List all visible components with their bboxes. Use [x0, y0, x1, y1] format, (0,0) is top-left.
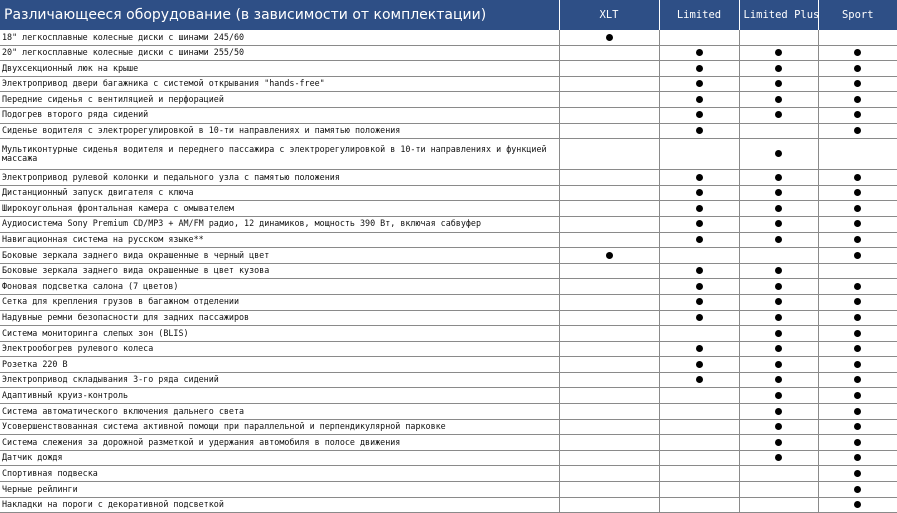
included-dot-icon: [696, 283, 703, 290]
availability-cell-limited-plus: [739, 139, 818, 170]
availability-cell-limited-plus: [739, 482, 818, 498]
included-dot-icon: [696, 49, 703, 56]
availability-cell-limited: [659, 357, 739, 373]
availability-cell-limited: [659, 123, 739, 139]
feature-label: Система слежения за дорожной разметкой и удержания автомобиля в полосе движения: [0, 435, 559, 451]
availability-cell-limited-plus: [739, 372, 818, 388]
availability-cell-limited-plus: [739, 341, 818, 357]
availability-cell-sport: [818, 263, 897, 279]
included-dot-icon: [854, 439, 861, 446]
feature-label: Широкоугольная фронтальная камера с омывателем: [0, 201, 559, 217]
included-dot-icon: [696, 314, 703, 321]
availability-cell-sport: [818, 326, 897, 342]
table-row: [0, 497, 897, 513]
feature-label: Розетка 220 В: [0, 357, 559, 373]
availability-cell-xlt: [559, 248, 659, 264]
included-dot-icon: [775, 330, 782, 337]
availability-cell-limited: [659, 61, 739, 77]
included-dot-icon: [854, 80, 861, 87]
feature-label: Электропривод рулевой колонки и педального узла с памятью положения: [0, 170, 559, 186]
included-dot-icon: [854, 236, 861, 243]
included-dot-icon: [775, 267, 782, 274]
feature-label: 20" легкосплавные колесные диски с шинами 255/50: [0, 45, 559, 61]
table-row: [0, 326, 897, 342]
included-dot-icon: [696, 205, 703, 212]
trim-header-limited-plus: Limited Plus: [739, 0, 818, 30]
availability-cell-limited: [659, 279, 739, 295]
availability-cell-sport: [818, 341, 897, 357]
table-row: [0, 388, 897, 404]
availability-cell-sport: [818, 216, 897, 232]
availability-cell-limited-plus: [739, 466, 818, 482]
availability-cell-limited: [659, 45, 739, 61]
table-row: [0, 76, 897, 92]
availability-cell-sport: [818, 497, 897, 513]
feature-label: Мультиконтурные сиденья водителя и переднего пассажира с электрорегулировкой в 10-ти направлениях и функцией массажа: [0, 139, 559, 170]
included-dot-icon: [775, 49, 782, 56]
table-row: [0, 232, 897, 248]
availability-cell-limited-plus: [739, 388, 818, 404]
availability-cell-limited: [659, 388, 739, 404]
included-dot-icon: [775, 392, 782, 399]
table-row: [0, 341, 897, 357]
included-dot-icon: [854, 49, 861, 56]
table-row: [0, 466, 897, 482]
table-row: [0, 123, 897, 139]
included-dot-icon: [775, 80, 782, 87]
feature-label: Черные рейлинги: [0, 482, 559, 498]
availability-cell-sport: [818, 388, 897, 404]
availability-cell-limited: [659, 466, 739, 482]
availability-cell-sport: [818, 310, 897, 326]
included-dot-icon: [696, 298, 703, 305]
table-row: [0, 482, 897, 498]
feature-label: Адаптивный круиз-контроль: [0, 388, 559, 404]
feature-label: Передние сиденья с вентиляцией и перфорацией: [0, 92, 559, 108]
availability-cell-sport: [818, 170, 897, 186]
availability-cell-limited-plus: [739, 279, 818, 295]
feature-label: Электропривод двери багажника с системой открывания "hands-free": [0, 76, 559, 92]
availability-cell-limited: [659, 435, 739, 451]
included-dot-icon: [775, 205, 782, 212]
availability-cell-limited: [659, 92, 739, 108]
included-dot-icon: [775, 439, 782, 446]
availability-cell-xlt: [559, 435, 659, 451]
availability-cell-xlt: [559, 482, 659, 498]
included-dot-icon: [696, 361, 703, 368]
availability-cell-limited: [659, 216, 739, 232]
feature-label: Усовершенствованная система активной помощи при параллельной и перпендикулярной парковке: [0, 419, 559, 435]
availability-cell-xlt: [559, 30, 659, 45]
availability-cell-xlt: [559, 61, 659, 77]
availability-cell-limited: [659, 232, 739, 248]
included-dot-icon: [696, 80, 703, 87]
table-row: [0, 45, 897, 61]
included-dot-icon: [606, 252, 613, 259]
availability-cell-xlt: [559, 263, 659, 279]
availability-cell-limited: [659, 294, 739, 310]
included-dot-icon: [775, 298, 782, 305]
table-row: [0, 107, 897, 123]
included-dot-icon: [854, 470, 861, 477]
feature-label: Подогрев второго ряда сидений: [0, 107, 559, 123]
table-row: [0, 30, 897, 45]
availability-cell-xlt: [559, 201, 659, 217]
availability-cell-xlt: [559, 123, 659, 139]
included-dot-icon: [775, 283, 782, 290]
availability-cell-limited: [659, 107, 739, 123]
availability-cell-xlt: [559, 310, 659, 326]
feature-label: Система мониторинга слепых зон (BLIS): [0, 326, 559, 342]
availability-cell-limited: [659, 326, 739, 342]
feature-label: Электропривод складывания 3-го ряда сидений: [0, 372, 559, 388]
feature-label: Накладки на пороги с декоративной подсветкой: [0, 497, 559, 513]
availability-cell-limited-plus: [739, 30, 818, 45]
availability-cell-xlt: [559, 326, 659, 342]
availability-cell-limited-plus: [739, 435, 818, 451]
availability-cell-limited-plus: [739, 232, 818, 248]
availability-cell-limited: [659, 372, 739, 388]
included-dot-icon: [854, 392, 861, 399]
availability-cell-sport: [818, 139, 897, 170]
feature-label: Дистанционный запуск двигателя с ключа: [0, 185, 559, 201]
availability-cell-limited-plus: [739, 248, 818, 264]
feature-label: Спортивная подвеска: [0, 466, 559, 482]
feature-label: 18" легкосплавные колесные диски с шинами 245/60: [0, 30, 559, 45]
feature-label: Аудиосистема Sony Premium CD/MP3 + AM/FM радио, 12 динамиков, мощность 390 Вт, включая сабвуфер: [0, 216, 559, 232]
included-dot-icon: [854, 486, 861, 493]
availability-cell-limited: [659, 76, 739, 92]
availability-cell-sport: [818, 123, 897, 139]
feature-label: Фоновая подсветка салона (7 цветов): [0, 279, 559, 295]
availability-cell-xlt: [559, 45, 659, 61]
availability-cell-limited-plus: [739, 107, 818, 123]
table-row: [0, 450, 897, 466]
included-dot-icon: [775, 220, 782, 227]
availability-cell-limited: [659, 404, 739, 420]
availability-cell-limited-plus: [739, 216, 818, 232]
feature-label: Надувные ремни безопасности для задних пассажиров: [0, 310, 559, 326]
availability-cell-sport: [818, 482, 897, 498]
availability-cell-sport: [818, 201, 897, 217]
table-row: [0, 170, 897, 186]
availability-cell-sport: [818, 435, 897, 451]
availability-cell-limited: [659, 185, 739, 201]
included-dot-icon: [775, 361, 782, 368]
availability-cell-limited: [659, 450, 739, 466]
included-dot-icon: [696, 96, 703, 103]
included-dot-icon: [606, 34, 613, 41]
availability-cell-limited: [659, 419, 739, 435]
feature-label: Датчик дождя: [0, 450, 559, 466]
availability-cell-sport: [818, 372, 897, 388]
table-row: [0, 294, 897, 310]
feature-label: Электрообогрев рулевого колеса: [0, 341, 559, 357]
trim-header-limited: Limited: [659, 0, 739, 30]
availability-cell-sport: [818, 30, 897, 45]
availability-cell-sport: [818, 92, 897, 108]
included-dot-icon: [854, 205, 861, 212]
feature-label: Боковые зеркала заднего вида окрашенные в черный цвет: [0, 248, 559, 264]
included-dot-icon: [775, 65, 782, 72]
availability-cell-xlt: [559, 372, 659, 388]
availability-cell-limited-plus: [739, 76, 818, 92]
availability-cell-xlt: [559, 232, 659, 248]
feature-label: Боковые зеркала заднего вида окрашенные в цвет кузова: [0, 263, 559, 279]
included-dot-icon: [775, 96, 782, 103]
availability-cell-sport: [818, 232, 897, 248]
availability-cell-sport: [818, 450, 897, 466]
included-dot-icon: [854, 501, 861, 508]
availability-cell-xlt: [559, 466, 659, 482]
included-dot-icon: [854, 408, 861, 415]
feature-label: Навигационная система на русском языке**: [0, 232, 559, 248]
included-dot-icon: [854, 127, 861, 134]
availability-cell-limited-plus: [739, 61, 818, 77]
table-row: [0, 139, 897, 170]
availability-cell-xlt: [559, 294, 659, 310]
table-row: [0, 404, 897, 420]
availability-cell-sport: [818, 357, 897, 373]
availability-cell-limited-plus: [739, 170, 818, 186]
availability-cell-limited: [659, 497, 739, 513]
availability-cell-limited-plus: [739, 404, 818, 420]
table-row: [0, 92, 897, 108]
table-row: [0, 201, 897, 217]
included-dot-icon: [775, 408, 782, 415]
table-row: [0, 185, 897, 201]
included-dot-icon: [696, 174, 703, 181]
availability-cell-sport: [818, 76, 897, 92]
table-row: [0, 419, 897, 435]
included-dot-icon: [696, 127, 703, 134]
availability-cell-limited-plus: [739, 310, 818, 326]
included-dot-icon: [696, 236, 703, 243]
included-dot-icon: [696, 267, 703, 274]
included-dot-icon: [854, 361, 861, 368]
included-dot-icon: [696, 376, 703, 383]
availability-cell-limited-plus: [739, 419, 818, 435]
availability-cell-limited-plus: [739, 45, 818, 61]
availability-cell-limited-plus: [739, 294, 818, 310]
availability-cell-sport: [818, 185, 897, 201]
availability-cell-limited: [659, 248, 739, 264]
availability-cell-xlt: [559, 357, 659, 373]
included-dot-icon: [854, 220, 861, 227]
availability-cell-sport: [818, 404, 897, 420]
availability-cell-limited: [659, 170, 739, 186]
table-row: [0, 279, 897, 295]
availability-cell-xlt: [559, 450, 659, 466]
availability-cell-xlt: [559, 279, 659, 295]
included-dot-icon: [775, 454, 782, 461]
availability-cell-limited: [659, 30, 739, 45]
included-dot-icon: [854, 96, 861, 103]
feature-label: Система автоматического включения дальнего света: [0, 404, 559, 420]
included-dot-icon: [775, 236, 782, 243]
trim-header-sport: Sport: [818, 0, 897, 30]
availability-cell-limited-plus: [739, 263, 818, 279]
availability-cell-xlt: [559, 139, 659, 170]
feature-label: Сетка для крепления грузов в багажном отделении: [0, 294, 559, 310]
availability-cell-limited: [659, 201, 739, 217]
availability-cell-sport: [818, 107, 897, 123]
included-dot-icon: [854, 111, 861, 118]
header-row: [0, 0, 897, 30]
included-dot-icon: [854, 376, 861, 383]
included-dot-icon: [854, 314, 861, 321]
availability-cell-xlt: [559, 216, 659, 232]
included-dot-icon: [854, 65, 861, 72]
availability-cell-limited: [659, 263, 739, 279]
availability-cell-sport: [818, 248, 897, 264]
table-row: [0, 435, 897, 451]
availability-cell-xlt: [559, 92, 659, 108]
included-dot-icon: [775, 376, 782, 383]
included-dot-icon: [854, 423, 861, 430]
included-dot-icon: [696, 189, 703, 196]
availability-cell-limited-plus: [739, 326, 818, 342]
availability-cell-limited: [659, 482, 739, 498]
included-dot-icon: [696, 65, 703, 72]
availability-cell-limited-plus: [739, 450, 818, 466]
table-row: [0, 263, 897, 279]
availability-cell-sport: [818, 61, 897, 77]
feature-column-header: Различающееся оборудование (в зависимости от комплектации): [0, 0, 559, 30]
equipment-rows: [0, 30, 897, 513]
availability-cell-limited-plus: [739, 497, 818, 513]
availability-cell-limited: [659, 341, 739, 357]
availability-cell-sport: [818, 466, 897, 482]
trim-header-xlt: XLT: [559, 0, 659, 30]
availability-cell-limited: [659, 310, 739, 326]
included-dot-icon: [775, 189, 782, 196]
availability-cell-limited-plus: [739, 201, 818, 217]
availability-cell-sport: [818, 294, 897, 310]
included-dot-icon: [775, 314, 782, 321]
table-row: [0, 310, 897, 326]
availability-cell-xlt: [559, 388, 659, 404]
availability-cell-limited: [659, 139, 739, 170]
availability-cell-xlt: [559, 419, 659, 435]
availability-cell-limited-plus: [739, 185, 818, 201]
included-dot-icon: [854, 330, 861, 337]
availability-cell-xlt: [559, 341, 659, 357]
availability-cell-limited-plus: [739, 123, 818, 139]
availability-cell-xlt: [559, 107, 659, 123]
included-dot-icon: [854, 345, 861, 352]
availability-cell-sport: [818, 419, 897, 435]
included-dot-icon: [775, 345, 782, 352]
availability-cell-xlt: [559, 170, 659, 186]
table-row: [0, 248, 897, 264]
availability-cell-limited-plus: [739, 357, 818, 373]
availability-cell-xlt: [559, 497, 659, 513]
availability-cell-sport: [818, 279, 897, 295]
availability-cell-xlt: [559, 185, 659, 201]
included-dot-icon: [854, 252, 861, 259]
included-dot-icon: [854, 283, 861, 290]
table-row: [0, 61, 897, 77]
table-row: [0, 357, 897, 373]
included-dot-icon: [775, 150, 782, 157]
included-dot-icon: [775, 111, 782, 118]
included-dot-icon: [854, 174, 861, 181]
table-row: [0, 216, 897, 232]
included-dot-icon: [854, 298, 861, 305]
included-dot-icon: [696, 111, 703, 118]
included-dot-icon: [854, 189, 861, 196]
availability-cell-xlt: [559, 404, 659, 420]
table-row: [0, 372, 897, 388]
availability-cell-sport: [818, 45, 897, 61]
included-dot-icon: [854, 454, 861, 461]
included-dot-icon: [775, 174, 782, 181]
feature-label: Двухсекционный люк на крыше: [0, 61, 559, 77]
feature-label: Сиденье водителя с электрорегулировкой в 10-ти направлениях и памятью положения: [0, 123, 559, 139]
availability-cell-limited-plus: [739, 92, 818, 108]
included-dot-icon: [775, 423, 782, 430]
included-dot-icon: [696, 345, 703, 352]
availability-cell-xlt: [559, 76, 659, 92]
included-dot-icon: [696, 220, 703, 227]
